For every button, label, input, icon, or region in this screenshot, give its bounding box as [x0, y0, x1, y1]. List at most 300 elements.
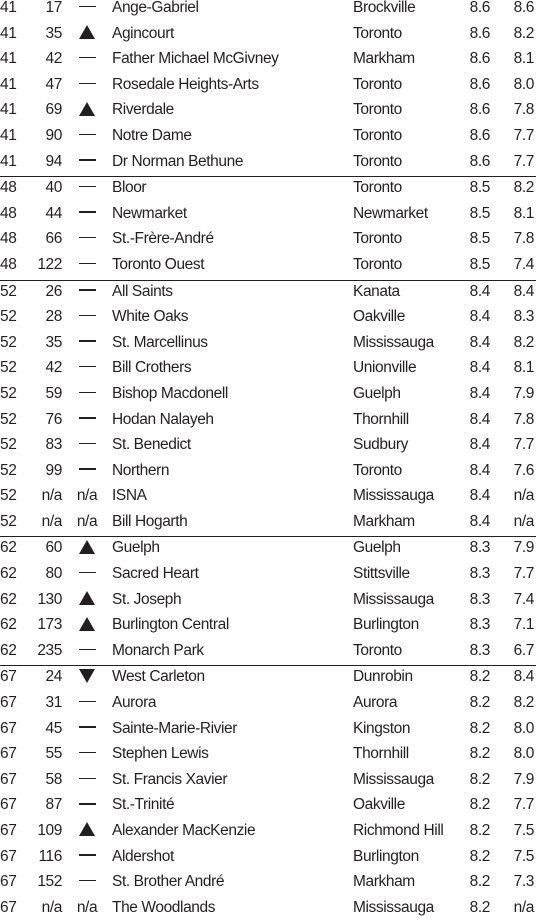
- city-cell: Oakville: [353, 796, 405, 814]
- rank-cell: 41: [0, 101, 17, 119]
- school-name-cell: Monarch Park: [112, 641, 204, 659]
- previous-rank-cell: 24: [45, 668, 62, 686]
- average-rating-cell: 7.5: [513, 822, 534, 839]
- rank-cell: 62: [0, 539, 17, 557]
- current-rating-cell: 8.6: [469, 0, 490, 16]
- average-rating-cell: n/a: [513, 898, 534, 916]
- table-row: [0, 125, 536, 151]
- current-rating-cell: 8.4: [469, 282, 490, 300]
- rank-cell: 67: [0, 847, 17, 865]
- previous-rank-cell: 80: [45, 565, 62, 583]
- current-rating-cell: 8.4: [469, 461, 490, 479]
- city-cell: Burlington: [353, 616, 419, 634]
- dash-icon: [79, 468, 96, 469]
- dash-icon: [79, 186, 96, 187]
- trend-cell: [74, 101, 100, 119]
- city-cell: Stittsville: [353, 565, 410, 583]
- city-cell: Toronto: [353, 24, 402, 42]
- rank-cell: 67: [0, 694, 17, 712]
- current-rating-cell: 8.2: [469, 719, 490, 737]
- school-name-cell: St. Marcellinus: [112, 333, 208, 351]
- city-cell: Aurora: [353, 694, 398, 712]
- dash-icon: [79, 289, 96, 290]
- school-name-cell: Sacred Heart: [112, 565, 199, 583]
- dash-icon: [79, 649, 96, 650]
- table-row: [0, 718, 536, 744]
- previous-rank-cell: 109: [37, 822, 62, 839]
- table-row: [0, 794, 536, 820]
- table-row: [0, 434, 536, 460]
- school-name-cell: St.-Trinité: [112, 796, 175, 814]
- rank-cell: 48: [0, 255, 17, 273]
- average-rating-cell: 7.7: [513, 796, 534, 814]
- average-rating-cell: 7.7: [513, 436, 534, 454]
- city-cell: Richmond Hill: [353, 822, 444, 839]
- current-rating-cell: 8.2: [469, 770, 490, 788]
- school-name-cell: Ange-Gabriel: [112, 0, 199, 16]
- school-name-cell: Notre Dame: [112, 126, 192, 144]
- city-cell: Thornhill: [353, 745, 409, 763]
- table-row: [0, 383, 536, 409]
- average-rating-cell: 7.4: [513, 590, 534, 608]
- previous-rank-cell: 122: [37, 255, 62, 273]
- current-rating-cell: 8.6: [469, 24, 490, 42]
- school-name-cell: Bill Crothers: [112, 359, 192, 377]
- school-name-cell: West Carleton: [112, 668, 205, 686]
- city-cell: Toronto: [353, 230, 402, 248]
- average-rating-cell: 7.3: [513, 873, 534, 891]
- rank-cell: 62: [0, 565, 17, 583]
- city-cell: Toronto: [353, 101, 402, 119]
- school-name-cell: St. Francis Xavier: [112, 770, 228, 788]
- city-cell: Toronto: [353, 641, 402, 659]
- trend-cell: [74, 745, 100, 763]
- dash-icon: [79, 443, 96, 444]
- rank-cell: 52: [0, 512, 17, 530]
- current-rating-cell: 8.2: [469, 694, 490, 712]
- school-name-cell: Riverdale: [112, 101, 174, 119]
- current-rating-cell: 8.4: [469, 384, 490, 402]
- current-rating-cell: 8.6: [469, 101, 490, 119]
- table-row: [0, 357, 536, 383]
- city-cell: Dunrobin: [353, 668, 413, 686]
- table-row: [0, 511, 536, 537]
- trend-cell: [74, 205, 100, 223]
- current-rating-cell: 8.2: [469, 668, 490, 686]
- dash-icon: [79, 572, 96, 573]
- current-rating-cell: 8.4: [469, 359, 490, 377]
- average-rating-cell: 6.7: [513, 641, 534, 659]
- school-name-cell: St.-Frère-André: [112, 230, 214, 248]
- city-cell: Toronto: [353, 75, 402, 93]
- average-rating-cell: 8.6: [513, 0, 534, 16]
- school-name-cell: All Saints: [112, 282, 173, 300]
- table-row: [0, 0, 536, 23]
- school-name-cell: Bloor: [112, 179, 147, 197]
- rank-cell: 41: [0, 75, 17, 93]
- school-name-cell: Dr Norman Bethune: [112, 152, 244, 170]
- table-row: [0, 254, 536, 280]
- rank-cell: 52: [0, 308, 17, 326]
- dash-icon: [79, 57, 96, 58]
- rank-cell: 52: [0, 282, 17, 300]
- dash-icon: [79, 340, 96, 341]
- average-rating-cell: 8.0: [513, 719, 534, 737]
- table-row: [0, 332, 536, 358]
- city-cell: Mississauga: [353, 770, 434, 788]
- current-rating-cell: 8.2: [469, 898, 490, 916]
- trend-cell: n/a: [76, 512, 98, 530]
- previous-rank-cell: 42: [45, 359, 62, 377]
- rank-cell: 67: [0, 898, 17, 916]
- previous-rank-cell: 60: [45, 539, 62, 557]
- school-name-cell: Stephen Lewis: [112, 745, 209, 763]
- previous-rank-cell: 40: [45, 179, 62, 197]
- previous-rank-cell: 45: [45, 719, 62, 737]
- previous-rank-cell: n/a: [41, 898, 62, 916]
- previous-rank-cell: 152: [37, 873, 62, 891]
- trend-cell: [74, 127, 100, 145]
- table-row: [0, 99, 536, 125]
- dash-icon: [79, 880, 96, 881]
- average-rating-cell: 7.5: [513, 847, 534, 865]
- rank-cell: 67: [0, 719, 17, 737]
- previous-rank-cell: 28: [45, 308, 62, 326]
- table-row: [0, 665, 536, 692]
- rank-cell: 67: [0, 745, 17, 763]
- rank-cell: 52: [0, 359, 17, 377]
- city-cell: Markham: [353, 873, 415, 891]
- school-name-cell: Rosedale Heights-Arts: [112, 75, 259, 93]
- average-rating-cell: 8.0: [513, 75, 534, 93]
- trend-cell: [74, 230, 100, 248]
- triangle-up-icon: [79, 540, 95, 554]
- dash-icon: [79, 237, 96, 238]
- previous-rank-cell: 90: [45, 126, 62, 144]
- school-name-cell: Aurora: [112, 694, 157, 712]
- school-name-cell: Guelph: [112, 539, 160, 557]
- city-cell: Brockville: [353, 0, 416, 16]
- school-name-cell: Newmarket: [112, 204, 187, 222]
- average-rating-cell: 8.4: [513, 668, 534, 686]
- previous-rank-cell: 55: [45, 745, 62, 763]
- current-rating-cell: 8.2: [469, 873, 490, 891]
- dash-icon: [79, 726, 96, 727]
- dash-icon: [79, 701, 96, 702]
- average-rating-cell: 7.9: [513, 539, 534, 557]
- current-rating-cell: 8.4: [469, 436, 490, 454]
- current-rating-cell: 8.5: [469, 179, 490, 197]
- trend-cell: [74, 385, 100, 403]
- current-rating-cell: 8.2: [469, 822, 490, 839]
- current-rating-cell: 8.5: [469, 230, 490, 248]
- table-row: [0, 485, 536, 511]
- trend-cell: [74, 283, 100, 301]
- previous-rank-cell: 42: [45, 50, 62, 68]
- dash-icon: [79, 159, 96, 160]
- trend-cell: [74, 411, 100, 429]
- trend-cell: [74, 771, 100, 789]
- rank-cell: 67: [0, 770, 17, 788]
- city-cell: Newmarket: [353, 204, 428, 222]
- previous-rank-cell: 130: [37, 590, 62, 608]
- triangle-down-icon: [79, 669, 95, 683]
- city-cell: Toronto: [353, 179, 402, 197]
- previous-rank-cell: 87: [45, 796, 62, 814]
- school-name-cell: White Oaks: [112, 308, 189, 326]
- previous-rank-cell: 58: [45, 770, 62, 788]
- rank-cell: 67: [0, 873, 17, 891]
- average-rating-cell: n/a: [513, 487, 534, 505]
- dash-icon: [79, 6, 96, 7]
- current-rating-cell: 8.2: [469, 847, 490, 865]
- table-row: [0, 280, 536, 307]
- previous-rank-cell: 69: [45, 101, 62, 119]
- city-cell: Thornhill: [353, 410, 409, 428]
- previous-rank-cell: 35: [45, 24, 62, 42]
- school-name-cell: The Woodlands: [112, 898, 216, 916]
- trend-cell: [74, 848, 100, 866]
- average-rating-cell: n/a: [513, 512, 534, 530]
- table-row: [0, 692, 536, 718]
- average-rating-cell: 8.3: [513, 308, 534, 326]
- trend-cell: [74, 50, 100, 68]
- triangle-up-icon: [79, 591, 95, 605]
- city-cell: Mississauga: [353, 333, 434, 351]
- current-rating-cell: 8.5: [469, 255, 490, 273]
- dash-icon: [79, 211, 96, 212]
- city-cell: Kanata: [353, 282, 400, 300]
- current-rating-cell: 8.6: [469, 75, 490, 93]
- current-rating-cell: 8.3: [469, 590, 490, 608]
- previous-rank-cell: 59: [45, 384, 62, 402]
- city-cell: Oakville: [353, 308, 405, 326]
- average-rating-cell: 7.7: [513, 126, 534, 144]
- trend-cell: [74, 334, 100, 352]
- trend-cell: [74, 76, 100, 94]
- average-rating-cell: 8.2: [513, 333, 534, 351]
- trend-cell: [74, 308, 100, 326]
- table-row: [0, 460, 536, 486]
- trend-cell: [74, 642, 100, 660]
- trend-cell: [74, 359, 100, 377]
- table-row: [0, 151, 536, 177]
- city-cell: Kingston: [353, 719, 411, 737]
- previous-rank-cell: 31: [45, 694, 62, 712]
- current-rating-cell: 8.4: [469, 512, 490, 530]
- previous-rank-cell: 17: [45, 0, 62, 16]
- rank-cell: 41: [0, 0, 17, 16]
- dash-icon: [79, 263, 96, 264]
- rank-cell: 67: [0, 668, 17, 686]
- rank-cell: 48: [0, 179, 17, 197]
- table-row: [0, 589, 536, 615]
- trend-cell: [74, 796, 100, 814]
- average-rating-cell: 8.0: [513, 745, 534, 763]
- current-rating-cell: 8.4: [469, 308, 490, 326]
- average-rating-cell: 8.1: [513, 359, 534, 377]
- trend-cell: [74, 668, 100, 686]
- previous-rank-cell: 76: [45, 410, 62, 428]
- table-row: [0, 409, 536, 435]
- school-name-cell: Hodan Nalayeh: [112, 410, 214, 428]
- rank-cell: 52: [0, 384, 17, 402]
- rank-cell: 62: [0, 590, 17, 608]
- table-row: [0, 203, 536, 229]
- average-rating-cell: 7.4: [513, 255, 534, 273]
- city-cell: Toronto: [353, 255, 402, 273]
- city-cell: Sudbury: [353, 436, 408, 454]
- trend-cell: [74, 694, 100, 712]
- current-rating-cell: 8.3: [469, 616, 490, 634]
- city-cell: Burlington: [353, 847, 419, 865]
- triangle-up-icon: [79, 617, 95, 631]
- table-row: [0, 743, 536, 769]
- city-cell: Mississauga: [353, 487, 434, 505]
- previous-rank-cell: 99: [45, 461, 62, 479]
- table-row: [0, 820, 536, 846]
- rank-cell: 62: [0, 616, 17, 634]
- dash-icon: [79, 392, 96, 393]
- trend-cell: [74, 256, 100, 274]
- table-row: [0, 871, 536, 897]
- current-rating-cell: 8.6: [469, 152, 490, 170]
- city-cell: Guelph: [353, 384, 401, 402]
- table-row: [0, 176, 536, 203]
- trend-cell: [74, 179, 100, 197]
- school-name-cell: St. Brother André: [112, 873, 225, 891]
- current-rating-cell: 8.6: [469, 50, 490, 68]
- school-name-cell: Burlington Central: [112, 616, 229, 634]
- trend-cell: n/a: [76, 487, 98, 505]
- trend-cell: [74, 462, 100, 480]
- average-rating-cell: 8.1: [513, 50, 534, 68]
- rank-cell: 41: [0, 50, 17, 68]
- current-rating-cell: 8.4: [469, 487, 490, 505]
- city-cell: Markham: [353, 512, 415, 530]
- rank-cell: 52: [0, 333, 17, 351]
- school-name-cell: Toronto Ouest: [112, 255, 205, 273]
- current-rating-cell: 8.2: [469, 796, 490, 814]
- table-row: [0, 228, 536, 254]
- table-row: [0, 897, 536, 922]
- triangle-up-icon: [79, 102, 95, 116]
- dash-icon: [79, 83, 96, 84]
- previous-rank-cell: 44: [45, 204, 62, 222]
- trend-cell: [74, 616, 100, 634]
- current-rating-cell: 8.4: [469, 333, 490, 351]
- average-rating-cell: 7.9: [513, 770, 534, 788]
- dash-icon: [79, 366, 96, 367]
- triangle-up-icon: [79, 822, 95, 836]
- current-rating-cell: 8.3: [469, 641, 490, 659]
- current-rating-cell: 8.6: [469, 126, 490, 144]
- previous-rank-cell: 116: [38, 847, 62, 865]
- city-cell: Markham: [353, 50, 415, 68]
- table-row: [0, 769, 536, 795]
- table-row: [0, 74, 536, 100]
- previous-rank-cell: 66: [45, 230, 62, 248]
- current-rating-cell: 8.3: [469, 539, 490, 557]
- rank-cell: 41: [0, 126, 17, 144]
- dash-icon: [79, 752, 96, 753]
- rank-cell: 62: [0, 641, 17, 659]
- rank-cell: 52: [0, 436, 17, 454]
- city-cell: Unionville: [353, 359, 417, 377]
- trend-cell: [74, 0, 100, 17]
- school-name-cell: Father Michael McGivney: [112, 50, 279, 68]
- rank-cell: 48: [0, 204, 17, 222]
- school-name-cell: St. Joseph: [112, 590, 182, 608]
- trend-cell: [74, 591, 100, 609]
- table-row: [0, 536, 536, 563]
- average-rating-cell: 7.9: [513, 384, 534, 402]
- current-rating-cell: 8.4: [469, 410, 490, 428]
- average-rating-cell: 8.2: [513, 694, 534, 712]
- previous-rank-cell: 47: [45, 75, 62, 93]
- city-cell: Toronto: [353, 126, 402, 144]
- average-rating-cell: 7.8: [513, 410, 534, 428]
- average-rating-cell: 7.6: [513, 461, 534, 479]
- rank-cell: 48: [0, 230, 17, 248]
- current-rating-cell: 8.3: [469, 565, 490, 583]
- city-cell: Toronto: [353, 461, 402, 479]
- table-row: [0, 48, 536, 74]
- previous-rank-cell: 26: [45, 282, 62, 300]
- table-row: [0, 640, 536, 666]
- school-name-cell: Bishop Macdonell: [112, 384, 228, 402]
- average-rating-cell: 8.2: [513, 24, 534, 42]
- dash-icon: [79, 803, 96, 804]
- previous-rank-cell: 173: [37, 616, 62, 634]
- school-name-cell: St. Benedict: [112, 436, 191, 454]
- school-name-cell: Sainte-Marie-Rivier: [112, 719, 238, 737]
- rank-cell: 52: [0, 461, 17, 479]
- previous-rank-cell: 35: [45, 333, 62, 351]
- trend-cell: [74, 436, 100, 454]
- trend-cell: [74, 822, 100, 840]
- table-row: [0, 846, 536, 872]
- rank-cell: 41: [0, 152, 17, 170]
- average-rating-cell: 8.2: [513, 179, 534, 197]
- current-rating-cell: 8.2: [469, 745, 490, 763]
- average-rating-cell: 7.8: [513, 101, 534, 119]
- table-row: [0, 23, 536, 49]
- dash-icon: [79, 134, 96, 135]
- school-name-cell: Alexander MacKenzie: [112, 822, 256, 839]
- city-cell: Toronto: [353, 152, 402, 170]
- average-rating-cell: 8.1: [513, 204, 534, 222]
- trend-cell: n/a: [76, 898, 98, 916]
- dash-icon: [79, 417, 96, 418]
- previous-rank-cell: n/a: [41, 487, 62, 505]
- city-cell: Mississauga: [353, 898, 434, 916]
- triangle-up-icon: [79, 25, 95, 39]
- trend-cell: [74, 25, 100, 43]
- previous-rank-cell: 94: [45, 152, 62, 170]
- average-rating-cell: 8.4: [513, 282, 534, 300]
- dash-icon: [79, 315, 96, 316]
- previous-rank-cell: 83: [45, 436, 62, 454]
- table-row: [0, 614, 536, 640]
- average-rating-cell: 7.7: [513, 152, 534, 170]
- dash-icon: [79, 854, 96, 855]
- previous-rank-cell: 235: [37, 641, 62, 659]
- average-rating-cell: 7.7: [513, 565, 534, 583]
- rank-cell: 67: [0, 822, 17, 839]
- trend-cell: [74, 565, 100, 583]
- trend-cell: [74, 873, 100, 891]
